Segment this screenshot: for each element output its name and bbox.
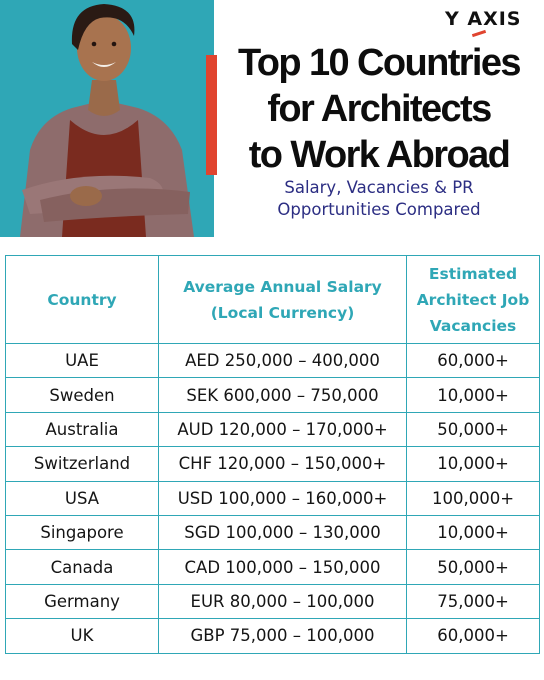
cell-salary: USD 100,000 – 160,000+ — [159, 481, 407, 515]
cell-country: Canada — [6, 550, 159, 584]
cell-country: Germany — [6, 584, 159, 618]
cell-vacancies: 50,000+ — [407, 412, 540, 446]
subtitle-line: Salary, Vacancies & PR — [284, 178, 474, 197]
title-line: to Work Abroad — [248, 134, 510, 176]
header-salary — [159, 256, 407, 344]
hero-photo — [0, 0, 214, 237]
page-title — [214, 40, 544, 178]
cell-salary: AED 250,000 – 400,000 — [159, 344, 407, 378]
cell-vacancies: 75,000+ — [407, 584, 540, 618]
page-subtitle — [214, 177, 544, 221]
table-row — [6, 447, 540, 481]
header-vacancies — [407, 256, 540, 344]
cell-salary: AUD 120,000 – 170,000+ — [159, 412, 407, 446]
subtitle-line: Opportunities Compared — [277, 200, 481, 219]
table-row — [6, 481, 540, 515]
logo-text: Y AXIS — [445, 8, 522, 30]
cell-salary: SGD 100,000 – 130,000 — [159, 515, 407, 549]
cell-vacancies: 10,000+ — [407, 447, 540, 481]
table-row — [6, 378, 540, 412]
cell-salary: CAD 100,000 – 150,000 — [159, 550, 407, 584]
header-line: Vacancies — [429, 316, 517, 335]
table-header-row — [6, 256, 540, 344]
header-line: Architect Job — [416, 290, 530, 309]
title-line: Top 10 Countries — [238, 42, 520, 84]
cell-vacancies: 10,000+ — [407, 378, 540, 412]
header-line: Average Annual Salary — [183, 277, 382, 296]
cell-salary: CHF 120,000 – 150,000+ — [159, 447, 407, 481]
cell-vacancies: 60,000+ — [407, 619, 540, 653]
logo-accent-mark — [472, 30, 486, 37]
yaxis-logo — [445, 8, 540, 34]
cell-vacancies: 100,000+ — [407, 481, 540, 515]
cell-country: UK — [6, 619, 159, 653]
cell-country: UAE — [6, 344, 159, 378]
table-row — [6, 584, 540, 618]
cell-country: USA — [6, 481, 159, 515]
header-line: Estimated — [428, 264, 518, 283]
cell-vacancies: 10,000+ — [407, 515, 540, 549]
cell-country: Switzerland — [6, 447, 159, 481]
cell-vacancies: 60,000+ — [407, 344, 540, 378]
cell-country: Sweden — [6, 378, 159, 412]
table-row — [6, 619, 540, 653]
cell-salary: GBP 75,000 – 100,000 — [159, 619, 407, 653]
table-row — [6, 412, 540, 446]
table-row — [6, 550, 540, 584]
table-row — [6, 515, 540, 549]
header-line: Country — [47, 290, 117, 309]
cell-vacancies: 50,000+ — [407, 550, 540, 584]
cell-salary: EUR 80,000 – 100,000 — [159, 584, 407, 618]
woman-portrait-image — [0, 0, 214, 237]
header-line: (Local Currency) — [210, 303, 355, 322]
header-country — [6, 256, 159, 344]
vacancy-table — [5, 255, 540, 654]
cell-salary: SEK 600,000 – 750,000 — [159, 378, 407, 412]
table-row — [6, 344, 540, 378]
cell-country: Singapore — [6, 515, 159, 549]
title-line: for Architects — [267, 88, 491, 130]
cell-country: Australia — [6, 412, 159, 446]
